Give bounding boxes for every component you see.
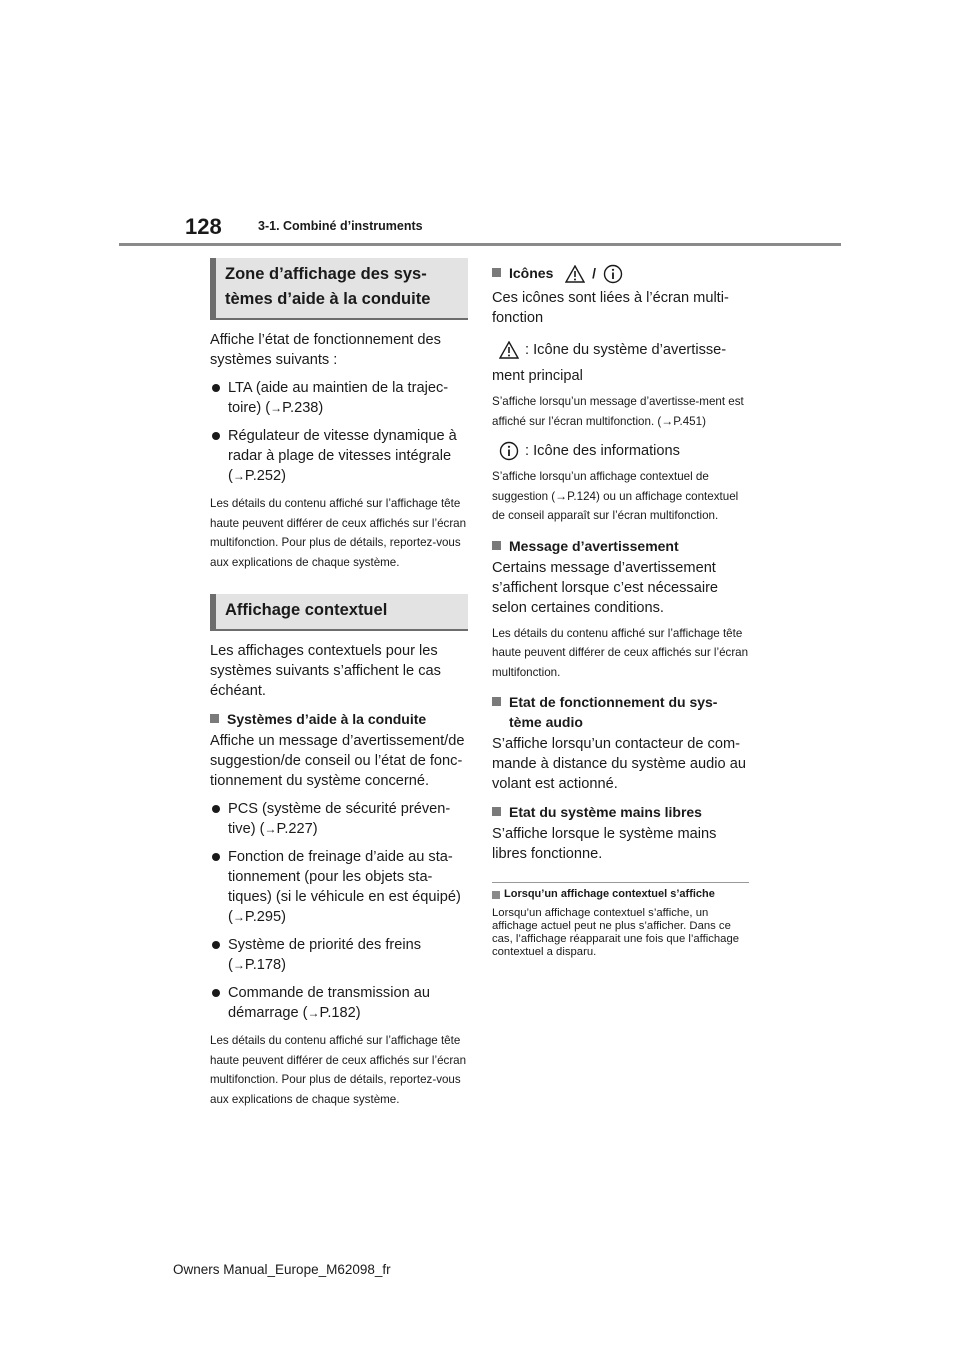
square-bullet-icon <box>492 541 501 550</box>
subheading-audio-status <box>492 692 750 732</box>
bullet-text: Commande de transmission au démarrage ( <box>228 985 430 1021</box>
page-ref-link[interactable]: P.451) <box>673 414 706 428</box>
bullet-parking-brake-assist <box>210 847 468 927</box>
subheading-hands-free <box>492 802 750 822</box>
arrow-icon: → <box>232 469 245 483</box>
page-number: 128 <box>185 214 222 239</box>
bullet-dot <box>212 432 220 440</box>
arrow-icon: → <box>307 1006 320 1020</box>
info-icon-label-text: : Icône des informations <box>525 443 680 460</box>
bullet-text: LTA (aide au maintien de la trajec-toire) ( <box>228 380 449 416</box>
heading-line-2: tèmes d’aide à la conduite <box>225 290 431 308</box>
info-icon <box>603 264 623 284</box>
subheading-text: Etat de fonctionnement du sys-tème audio <box>509 694 718 731</box>
warning-icon-label <box>492 340 750 360</box>
warning-triangle-icon <box>499 341 519 359</box>
contextual-intro: Les affichages contextuels pour les systèmes suivants s’affichent le cas échéant. <box>210 643 441 699</box>
page-ref-link[interactable]: P.238) <box>282 400 324 416</box>
heading-line-1: Zone d’affichage des sys- <box>225 265 427 283</box>
warning-message-text: Certains message d’avertissement s’affichent lorsque c’est nécessaire selon certaines conditions. <box>492 559 719 616</box>
audio-status-text: S’affiche lorsqu’un contacteur de com-mande à distance du système audio au volant est actionné. <box>492 736 746 793</box>
bullet-text: PCS (système de sécurité préven-tive) ( <box>228 801 451 837</box>
square-bullet-icon <box>492 268 501 277</box>
note-divider <box>492 882 749 883</box>
square-bullet-icon <box>492 807 501 816</box>
square-bullet-icon <box>492 891 500 899</box>
driving-aid-text: Affiche un message d’avertissement/de suggestion/de conseil ou l’état de fonc-tionnement du système concerné. <box>210 733 465 789</box>
info-note-text-cont: ou un affichage contextuel de conseil apparaît sur l’écran multifonction. <box>492 489 739 523</box>
subheading-text: Systèmes d’aide à la conduite <box>227 711 427 727</box>
subheading-icons <box>492 263 750 284</box>
intro-text: Affiche l’état de fonctionnement des systèmes suivants : <box>210 332 441 368</box>
note-hud-differences: Les détails du contenu affiché sur l’affichage tête haute peuvent différer de ceux affichés sur l’écran multifonction. Pour plus de détails, reportez-vous aux explications de chaque système. <box>210 497 467 569</box>
header-rule <box>119 243 841 246</box>
square-bullet-icon <box>492 697 501 706</box>
arrow-icon: → <box>232 958 245 972</box>
section-title: 3-1. Combiné d’instruments <box>258 219 423 233</box>
bullet-dot <box>212 853 220 861</box>
warning-triangle-icon <box>565 265 585 283</box>
icon-separator: / <box>592 265 597 281</box>
hands-free-text: S’affiche lorsque le système mains libres fonctionne. <box>492 826 717 863</box>
left-column <box>210 258 468 1109</box>
info-note <box>492 467 750 526</box>
square-bullet-icon <box>210 714 219 723</box>
warning-message-note: Les détails du contenu affiché sur l’affichage tête haute peuvent différer de ceux affichés sur l’écran multifonction. <box>492 626 749 679</box>
bullet-drive-start-control <box>210 983 468 1023</box>
subheading-warning-message <box>492 536 750 556</box>
subheading-text: Message d’avertissement <box>509 537 679 554</box>
note-title <box>492 888 750 901</box>
page-ref-link[interactable]: P.227) <box>276 821 318 837</box>
bullet-text: Fonction de freinage d’aide au sta-tionnement (pour les objets sta-tiques) (si le véhicule en est équipé) ( <box>228 849 461 925</box>
subheading-driving-aid-systems <box>210 709 468 729</box>
icons-text: Ces icônes sont liées à l’écran multi-fonction <box>492 290 729 327</box>
bullet-dot <box>212 805 220 813</box>
bullet-dot <box>212 941 220 949</box>
footer-text: Owners Manual_Europe_M62098_fr <box>173 1262 391 1277</box>
arrow-icon: → <box>661 413 674 428</box>
section-heading-driving-aid-zone <box>210 258 468 320</box>
page-ref-link[interactable]: P.295) <box>244 909 286 925</box>
bullet-dot <box>212 384 220 392</box>
subheading-text: Icônes <box>509 265 554 281</box>
note-hud-differences-2: Les détails du contenu affiché sur l’affichage tête haute peuvent différer de ceux affichés sur l’écran multifonction. Pour plus de détails, reportez-vous aux explications de chaque système. <box>210 1034 467 1106</box>
warning-icon-label-text: : Icône du système d’avertisse- <box>525 342 727 359</box>
page-ref-link[interactable]: P.124) <box>567 489 600 503</box>
warning-note <box>492 392 750 431</box>
info-icon-label <box>492 441 750 461</box>
arrow-icon: → <box>555 488 568 503</box>
right-column <box>492 258 750 959</box>
warning-note-text: S’affiche lorsqu’un message d’avertisse-ment est affiché sur l’écran multifonction. ( <box>492 395 744 428</box>
bullet-brake-override <box>210 935 468 975</box>
bullet-pcs <box>210 799 468 839</box>
bullet-radar-cruise <box>210 426 468 486</box>
info-icon <box>499 441 519 461</box>
note-title-text: Lorsqu’un affichage contextuel s’affiche <box>504 888 715 901</box>
bullet-lta <box>210 378 468 418</box>
page-ref-link[interactable]: P.178) <box>244 957 286 973</box>
bullet-text: Régulateur de vitesse dynamique à radar à plage de vitesses intégrale ( <box>228 428 457 484</box>
bullet-text: Système de priorité des freins ( <box>228 937 422 973</box>
page-ref-link[interactable]: P.252) <box>244 468 286 484</box>
section-heading-contextual-display: Affichage contextuel <box>210 594 468 631</box>
bullet-dot <box>212 989 220 997</box>
info-note-text: S’affiche lorsqu’un affichage contextuel de suggestion ( <box>492 470 709 503</box>
arrow-icon: → <box>264 822 277 836</box>
warning-icon-label-cont: ment principal <box>492 368 583 385</box>
arrow-icon: → <box>270 401 283 415</box>
page-ref-link[interactable]: P.182) <box>319 1005 361 1021</box>
subheading-text: Etat du système mains libres <box>509 804 702 821</box>
note-body: Lorsqu’un affichage contextuel s’affiche, un affichage actuel peut ne plus s’afficher. Dans ce cas, l’affichage réapparait une fois que l’affichage contextuel a disparu. <box>492 907 740 959</box>
arrow-icon: → <box>232 910 245 924</box>
